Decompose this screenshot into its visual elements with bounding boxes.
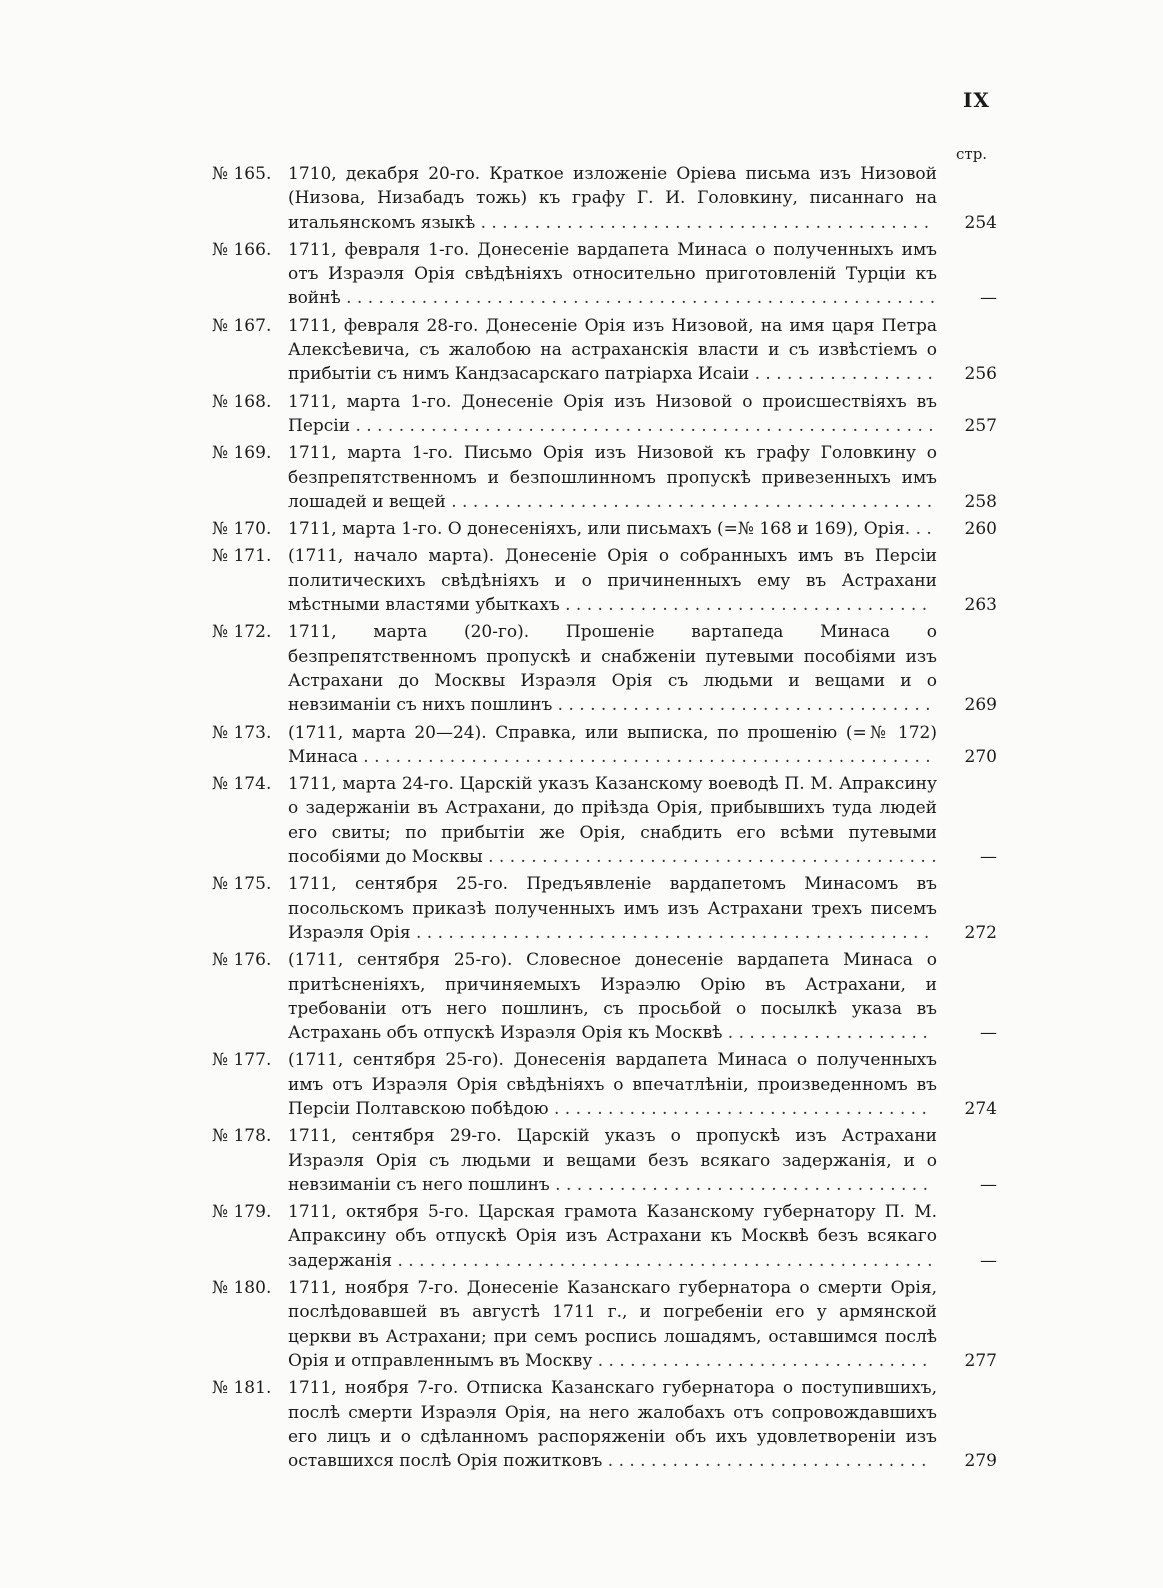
- entry-text: 1711, февраля 28-го. Донесеніе Орія изъ Низовой, на имя царя Петра Алексѣевича, съ жалобою на астраханскія власти и съ извѣстіемъ о прибытіи съ нимъ Кандзасарскаго патріарха Исаіи: [288, 315, 937, 385]
- entry-text: 1711, марта 24-го. Царскій указъ Казанскому воеводѣ П. М. Апраксину о задержаніи въ Астрахани, до пріѣзда Орія, прибывшихъ туда людей его свиты; по прибытіи же Орія, снабдить его всѣми путевыми пособіями до Москвы: [288, 774, 937, 868]
- entry-page: —: [980, 847, 997, 868]
- entry-description: [288, 772, 937, 869]
- entry-description: [288, 872, 937, 945]
- entry-description: [288, 441, 937, 514]
- leader-dots: . . . . . . . . . . . . . . . . . . . . . . . . . . . . . . . . . . . . . . . . . . . . . . . . . .: [392, 1250, 933, 1271]
- toc-entry: [212, 390, 997, 439]
- entry-page: —: [980, 1174, 997, 1195]
- entry-text: 1711, ноября 7-го. Донесеніе Казанскаго губернатора о смерти Орія, послѣдовавшей въ августѣ 1711 г., и погребеніи его у армянской церкви въ Астрахани; при семъ роспись лошадямъ, оставшимся послѣ Орія и отправленнымъ въ Москву: [288, 1278, 937, 1371]
- entry-number: № 176.: [212, 950, 272, 971]
- entry-description: [288, 162, 937, 235]
- entry-page: 269: [964, 695, 997, 716]
- entry-description: [288, 1200, 937, 1273]
- entry-text: 1711, февраля 1-го. Донесеніе вардапета Минаса о полученныхъ имъ отъ Израэля Орія свѣдѣніяхъ относительно приготовленій Турціи къ войнѣ: [288, 239, 937, 309]
- leader-dots: . . . . . . . . . . . . . . . . . . . . . . . . . . . . . . . . . . . . . . . . . .: [482, 847, 937, 868]
- leader-dots: . . . . . . . . . . . . . . . . .: [749, 364, 933, 385]
- entry-text: 1711, марта 1-го. О донесеніяхъ, или письмахъ (=№ 168 и 169), Орія.: [288, 519, 911, 540]
- entry-text: 1711, сентября 25-го. Предъявленіе вардапетомъ Минасомъ въ посольскомъ приказѣ полученныхъ имъ изъ Астрахани трехъ писемъ Израэля Орія: [288, 874, 937, 943]
- leader-dots: . . . . . . . . . . . . . . . . . . . . . . . . . . . . . . . . . . . . . . . . . . . . . . . . . . . . . .: [350, 415, 934, 436]
- entry-description: [288, 238, 937, 311]
- toc-entry: [212, 872, 997, 945]
- entry-number: № 167.: [212, 315, 272, 336]
- entry-description: [288, 314, 937, 387]
- toc-entry: [212, 948, 997, 1045]
- entry-number: № 178.: [212, 1126, 272, 1147]
- toc-entry: [212, 1048, 997, 1121]
- toc-entry: [212, 162, 997, 235]
- entry-number: № 180.: [212, 1278, 272, 1299]
- leader-dots: . . . . . . . . . . . . . . . . . . . . . . . . . . . . . . . . . . . . . . . . . . . . . . . . . . . . . . .: [340, 288, 936, 309]
- toc-entry: [212, 314, 997, 387]
- entry-number: № 165.: [212, 164, 272, 184]
- entry-description: [288, 544, 937, 617]
- entry-text: 1711, марта (20-го). Прошеніе вартапеда Минаса о безпрепятственномъ пропускѣ и снабженіи путевыми пособіями изъ Астрахани до Москвы Израэля Орія съ людьми и вещами и о невзиманіи съ нихъ пошлинъ: [288, 622, 937, 716]
- entry-page: 260: [964, 519, 997, 540]
- table-of-contents: [212, 162, 997, 1476]
- entry-description: [288, 390, 937, 439]
- entry-text: 1711, ноября 7-го. Отписка Казанскаго губернатора о поступившихъ, послѣ смерти Израэля Орія, на него жалобахъ отъ сопровождавшихъ его лицъ и о сдѣланномъ распоряженіи объ ихъ удовлетвореніи изъ оставшихся послѣ Орія пожитковъ: [288, 1378, 937, 1472]
- leader-dots: . . . . . . . . . . . . . . . . . . . . . . . . . . . . . . .: [592, 1350, 928, 1371]
- toc-entry: [212, 620, 997, 717]
- entry-text: (1711, сентября 25-го). Донесенія вардапета Минаса о полученныхъ имъ отъ Израэля Орія свѣдѣніяхъ о впечатлѣніи, произведенномъ въ Персіи Полтавскою побѣдою: [288, 1050, 937, 1119]
- entry-text: 1711, марта 1-го. Донесеніе Орія изъ Низовой о происшествіяхъ въ Персіи: [288, 391, 937, 436]
- entry-page: 279: [964, 1451, 997, 1472]
- leader-dots: . . . . . . . . . . . . . . . . . . . . . . . . . . . . . . . . . . .: [552, 695, 931, 716]
- entry-page: 258: [964, 491, 997, 512]
- page-number: IX: [963, 88, 990, 112]
- entry-number: № 169.: [212, 443, 272, 464]
- entry-text: 1711, октября 5-го. Царская грамота Казанскому губернатору П. М. Апраксину объ отпускѣ Орія изъ Астрахани къ Москвѣ безъ всякаго задержанія: [288, 1202, 937, 1271]
- leader-dots: . . . . . . . . . . . . . . . . . . . . . . . . . . . . . .: [602, 1451, 927, 1472]
- toc-entry: [212, 441, 997, 514]
- entry-description: [288, 948, 937, 1045]
- entry-page: 257: [964, 415, 997, 436]
- leader-dots: . .: [910, 519, 932, 540]
- leader-dots: . . . . . . . . . . . . . . . . . . . . . . . . . . . . . . . . . . . . . . . . . .: [475, 212, 930, 233]
- entry-description: [288, 1048, 937, 1121]
- entry-page: 254: [964, 212, 997, 233]
- entry-number: № 168.: [212, 391, 272, 412]
- toc-entry: [212, 544, 997, 617]
- entry-description: [288, 1124, 937, 1197]
- entry-number: № 166.: [212, 239, 272, 260]
- entry-page: —: [980, 1023, 997, 1044]
- entry-number: № 170.: [212, 519, 272, 540]
- leader-dots: . . . . . . . . . . . . . . . . . . . . . . . . . . . . . . . . . . . . . . . . . . . . . . . . . . . . .: [357, 746, 931, 767]
- entry-number: № 179.: [212, 1202, 272, 1223]
- toc-entry: [212, 772, 997, 869]
- entry-page: 270: [964, 746, 997, 767]
- entry-number: № 175.: [212, 874, 272, 895]
- page-column-header: стр.: [956, 145, 988, 163]
- entry-number: № 171.: [212, 546, 272, 567]
- entry-page: 274: [964, 1098, 997, 1119]
- leader-dots: . . . . . . . . . . . . . . . . . . . . . . . . . . . . . . . . . . . . . . . . . . . . .: [445, 491, 933, 512]
- toc-entry: [212, 238, 997, 311]
- entry-page: 277: [964, 1350, 997, 1371]
- entry-text: (1711, марта 20—24). Справка, или выписка, по прошенію (=№ 172) Минаса: [288, 722, 937, 767]
- entry-number: № 181.: [212, 1378, 272, 1399]
- leader-dots: . . . . . . . . . . . . . . . . . . . . . . . . . . . . . . . . . . .: [548, 1098, 927, 1119]
- entry-text: (1711, начало марта). Донесеніе Орія о собранныхъ имъ въ Персіи политическихъ свѣдѣніяхъ и о причиненныхъ ему въ Астрахани мѣстными властями убыткахъ: [288, 546, 937, 616]
- entry-number: № 172.: [212, 622, 272, 643]
- entry-description: [288, 1276, 937, 1373]
- entry-number: № 177.: [212, 1050, 272, 1071]
- toc-entry: [212, 1124, 997, 1197]
- entry-page: 256: [964, 364, 997, 385]
- toc-entry: [212, 517, 997, 541]
- entry-number: № 174.: [212, 774, 272, 795]
- entry-text: 1711, марта 1-го. Письмо Орія изъ Низовой къ графу Головкину о безпрепятственномъ и безпошлинномъ пропускѣ привезенныхъ имъ лошадей и вещей: [288, 443, 937, 512]
- leader-dots: . . . . . . . . . . . . . . . . . . . . . . . . . . . . . . . . . .: [559, 595, 928, 616]
- toc-entry: [212, 1200, 997, 1273]
- leader-dots: . . . . . . . . . . . . . . . . . . . . . . . . . . . . . . . . . . .: [549, 1174, 929, 1195]
- toc-entry: [212, 1376, 997, 1473]
- toc-entry: [212, 721, 997, 770]
- leader-dots: . . . . . . . . . . . . . . . . . . .: [722, 1023, 928, 1044]
- entry-page: —: [980, 288, 997, 309]
- entry-text: 1710, декабря 20-го. Краткое изложеніе Оріева письма изъ Низовой (Низова, Низабадъ тожь) къ графу Г. И. Головкину, писаннаго на итальянскомъ языкѣ: [288, 164, 937, 233]
- entry-page: 263: [964, 595, 997, 616]
- leader-dots: . . . . . . . . . . . . . . . . . . . . . . . . . . . . . . . . . . . . . . . . . . . . . . . .: [410, 922, 930, 943]
- entry-page: —: [980, 1250, 997, 1271]
- entry-description: [288, 1376, 937, 1473]
- entry-text: 1711, сентября 29-го. Царскій указъ о пропускѣ изъ Астрахани Израэля Орія съ людьми и вещами безъ всякаго задержанія, и о невзиманіи съ него пошлинъ: [288, 1126, 937, 1195]
- entry-description: [288, 721, 937, 770]
- entry-description: [288, 517, 937, 541]
- entry-text: (1711, сентября 25-го). Словесное донесеніе вардапета Минаса о притѣсненіяхъ, причиняемыхъ Израэлю Орію въ Астрахани, и требованіи отъ него пошлинъ, съ просьбой о посылкѣ указа въ Астрахань объ отпускѣ Израэля Орія къ Москвѣ: [288, 950, 937, 1044]
- entry-page: 272: [964, 922, 997, 943]
- entry-number: № 173.: [212, 722, 272, 743]
- toc-entry: [212, 1276, 997, 1373]
- entry-description: [288, 620, 937, 717]
